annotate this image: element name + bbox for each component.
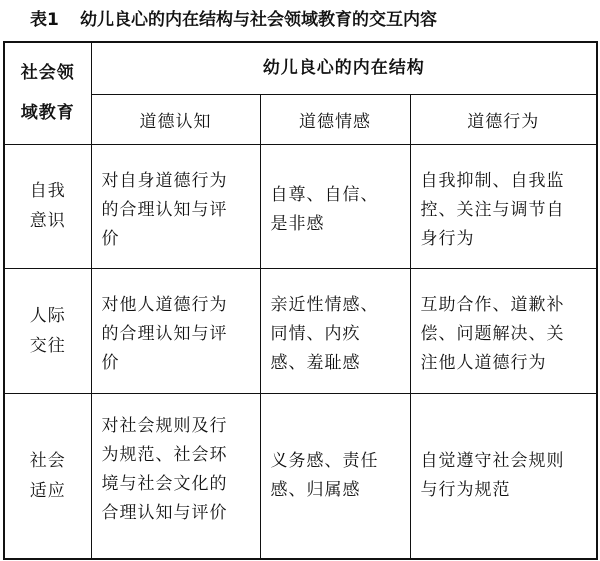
cell-line: 是非感 [270, 213, 325, 234]
row-label-line: 自我 [29, 181, 66, 201]
row-label-line: 意识 [29, 211, 66, 231]
table-row [4, 144, 597, 268]
cell-line: 对他人道德行为 [101, 294, 228, 315]
cell-line: 与行为规范 [420, 479, 511, 500]
behavior-cell [410, 268, 597, 393]
cell-line: 合理认知与评价 [101, 502, 228, 523]
cell-line: 同情、内疚 [270, 323, 361, 344]
cell-line: 自我抑制、自我监 [420, 170, 565, 191]
cell-line: 为规范、社会环 [101, 444, 228, 465]
cell-line: 互助合作、道歉补 [420, 294, 565, 315]
cell-line: 对自身道德行为 [101, 170, 228, 191]
cell-line: 注他人道德行为 [420, 352, 547, 373]
row-label [4, 268, 91, 393]
conscience-structure-table [3, 41, 598, 560]
row-label [4, 144, 91, 268]
cell-line: 控、关注与调节自 [420, 199, 565, 220]
cell-line: 的合理认知与评 [101, 199, 228, 220]
table-title: 幼儿良心的内在结构与社会领域教育的交互内容 [80, 10, 437, 30]
cell-line: 亲近性情感、 [270, 294, 379, 315]
cell-line: 境与社会文化的 [101, 473, 228, 494]
cognition-cell [91, 144, 260, 268]
table-row [4, 393, 597, 559]
table-number: 表1 [30, 10, 59, 30]
cell-line: 身行为 [420, 228, 475, 249]
cell-line: 自尊、自信、 [270, 184, 379, 205]
row-label-line: 人际 [29, 305, 66, 326]
table-row [4, 268, 597, 393]
behavior-cell [410, 144, 597, 268]
cell-line: 价 [101, 228, 120, 249]
emotion-cell [260, 144, 410, 268]
cognition-cell [91, 268, 260, 393]
cell-line: 价 [101, 352, 120, 373]
cell-line: 对社会规则及行 [101, 415, 228, 436]
cell-line: 义务感、责任 [270, 450, 379, 471]
row-label-line: 社会 [29, 450, 66, 471]
row-header-line: 社会领 [20, 63, 75, 84]
table-caption [0, 4, 600, 36]
cell-line: 感、羞耻感 [270, 352, 361, 373]
header-row [4, 42, 597, 94]
subheader-row [4, 94, 597, 144]
row-header-cell [4, 42, 91, 144]
cell-line: 的合理认知与评 [101, 323, 228, 344]
cell-line: 偿、问题解决、关 [420, 323, 565, 344]
row-label-line: 交往 [29, 335, 66, 356]
emotion-cell [260, 393, 410, 559]
cell-line: 感、归属感 [270, 479, 361, 500]
column-header-behavior: 道德行为 [410, 94, 597, 144]
row-header-line: 域教育 [20, 103, 75, 124]
group-header-cell: 幼儿良心的内在结构 [91, 42, 597, 94]
emotion-cell [260, 268, 410, 393]
cell-line: 自觉遵守社会规则 [420, 450, 565, 471]
row-label [4, 393, 91, 559]
cognition-cell [91, 393, 260, 559]
behavior-cell [410, 393, 597, 559]
column-header-cognition: 道德认知 [91, 94, 260, 144]
column-header-emotion: 道德情感 [260, 94, 410, 144]
row-label-line: 适应 [29, 480, 66, 501]
